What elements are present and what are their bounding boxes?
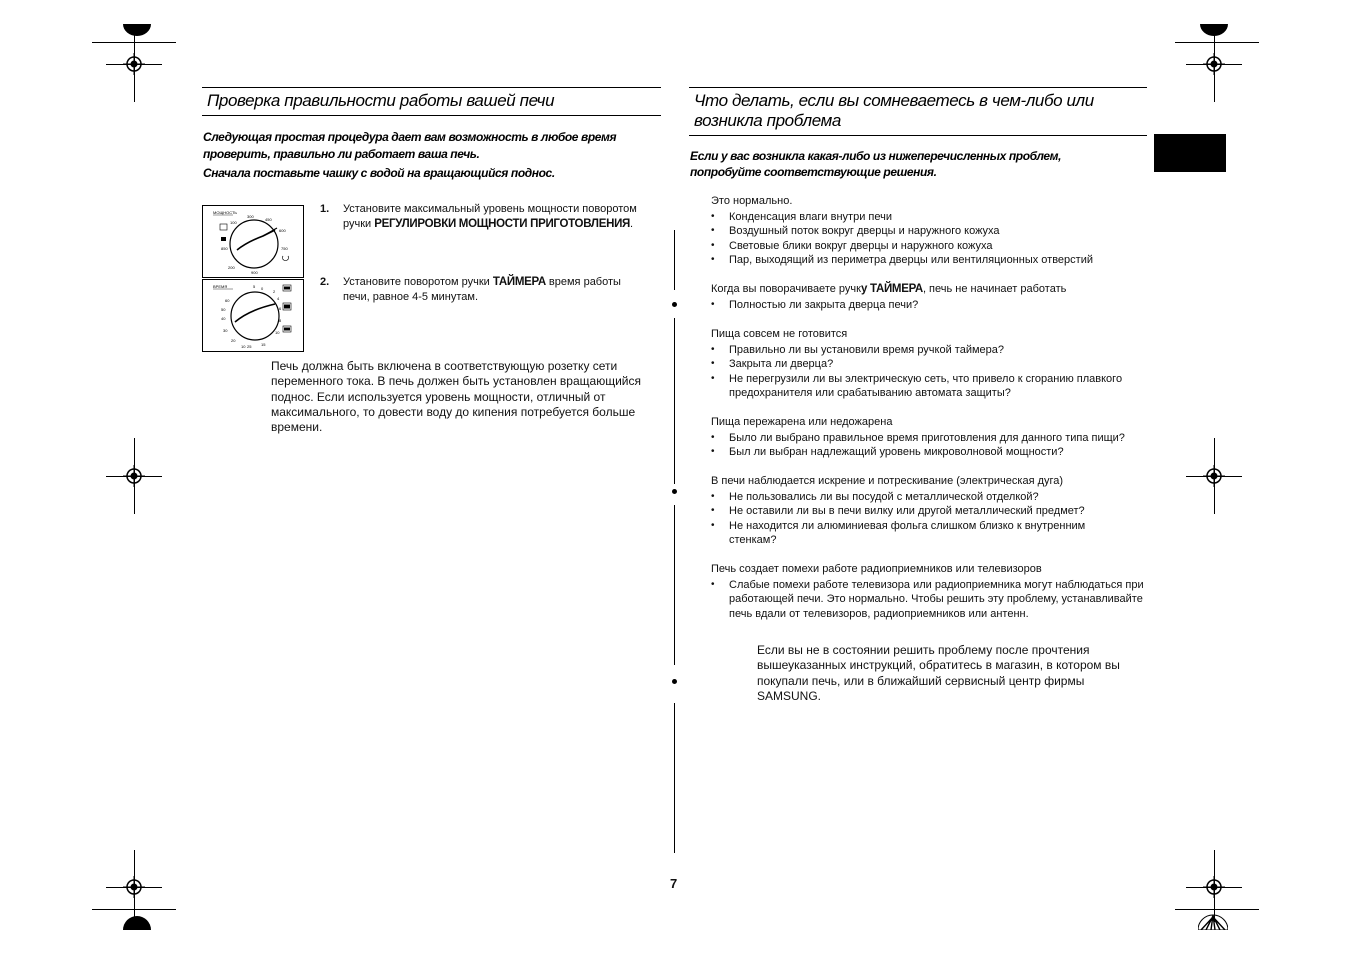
section-title-interference: Печь создает помехи работе радиоприемников или телевизоров xyxy=(711,563,1042,575)
timer-mark: 8 xyxy=(279,318,282,323)
right-heading-rule-top xyxy=(689,87,1147,88)
power-mark: 450 xyxy=(265,217,272,222)
color-fan-icon xyxy=(1198,914,1228,930)
timer-mark: 30 xyxy=(223,328,228,333)
timer-mark: 10 xyxy=(275,330,280,335)
timer-mark: 5 xyxy=(253,284,256,289)
section-title-arcing: В печи наблюдается искрение и потрескивание (электрическая дуга) xyxy=(711,475,1064,487)
registration-mark-icon xyxy=(1203,465,1225,487)
timer-mark: 10 xyxy=(241,344,246,349)
power-mark: 750 xyxy=(281,246,288,251)
list-item: • Воздушный поток вокруг дверцы и наружного кожуха xyxy=(711,224,1151,238)
section-title-timer: Когда вы поворачиваете ручку ТАЙМЕРА, печь не начинает работать xyxy=(711,283,1067,295)
timer-mark: 40 xyxy=(221,316,226,321)
right-page-title-line-2: возникла проблема xyxy=(694,111,841,130)
registration-mark-icon xyxy=(123,465,145,487)
left-intro-line-3: Сначала поставьте чашку с водой на вращающийся поднос. xyxy=(203,166,555,180)
list-item: • Не перегрузили ли вы электрическую сеть, что привело к сгоранию плавкого предохранителя или срабатыванию автомата защиты? xyxy=(711,372,1151,401)
list-item: • Конденсация влаги внутри печи xyxy=(711,210,1151,224)
divider-dot xyxy=(672,302,677,307)
left-page-title: Проверка правильности работы вашей печи xyxy=(207,91,555,110)
timer-mark: 6 xyxy=(279,306,282,311)
list-item: • Закрыта ли дверца? xyxy=(711,357,1151,371)
section-list-arcing xyxy=(711,490,1121,548)
section-list-overcooked xyxy=(711,431,1161,460)
timer-mark: 2 xyxy=(273,289,276,294)
right-final-note: Если вы не в состоянии решить проблему после прочтения вышеуказанных инструкций, обратитесь в магазин, в котором вы покупали печь, или в ближайший сервисный центр фирмы SAMSUNG. xyxy=(757,643,1120,703)
page-number: 7 xyxy=(670,876,678,891)
center-divider xyxy=(674,703,675,853)
timer-mark: 4 xyxy=(277,296,280,301)
left-intro-line-1: Следующая простая процедура дает вам возможность в любое время xyxy=(203,130,617,144)
divider-dot xyxy=(672,489,677,494)
power-mark: 850 xyxy=(221,246,228,251)
chapter-tab xyxy=(1154,134,1226,172)
right-intro-line-1: Если у вас возникла какая-либо из нижеперечисленных проблем, xyxy=(690,149,1062,163)
power-mark: 600 xyxy=(279,228,286,233)
left-note: Печь должна быть включена в соответствующую розетку сети переменного тока. В печь должен быть установлен вращающийся поднос. Если используется уровень мощности, отличный от максимального, то довести воду до кипения потребуется больше времени. xyxy=(271,359,641,435)
section-title-overcooked: Пища пережарена или недожарена xyxy=(711,416,893,428)
center-divider xyxy=(674,318,675,484)
center-divider xyxy=(674,505,675,665)
color-fan-icon xyxy=(1200,24,1228,36)
timer-mark: 0 xyxy=(261,286,264,291)
list-item: • Было ли выбрано правильное время приготовления для данного типа пищи? xyxy=(711,431,1161,445)
color-fan-icon xyxy=(123,916,151,930)
timer-mark: 50 xyxy=(221,307,226,312)
left-heading-rule-top xyxy=(202,87,661,88)
section-list-not-cooking xyxy=(711,343,1151,401)
section-list-normal xyxy=(711,210,1151,268)
section-title-not-cooking: Пища совсем не готовится xyxy=(711,328,848,340)
step-2-number: 2. xyxy=(320,276,330,288)
power-dial-illustration xyxy=(202,205,304,278)
power-dial-label: МОЩНОСТЬ xyxy=(213,210,238,215)
right-intro-line-2: попробуйте соответствующие решения. xyxy=(690,165,937,179)
timer-mark: 60 xyxy=(225,298,230,303)
list-item: • Слабые помехи работе телевизора или радиоприемника могут наблюдаться при работающей печи. Это нормально. Чтобы решить эту проблему, устанавливайте печь вдали от телевизоров, радиоприемников или антенн. xyxy=(711,578,1151,621)
registration-mark-icon xyxy=(123,876,145,898)
timer-mark: 15 xyxy=(261,342,266,347)
list-item: • Правильно ли вы установили время ручкой таймера? xyxy=(711,343,1151,357)
section-list-interference xyxy=(711,578,1151,621)
list-item: • Полностью ли закрыта дверца печи? xyxy=(711,298,1151,312)
right-page-title-line-1: Что делать, если вы сомневаетесь в чем-либо или xyxy=(694,91,1094,110)
section-title-normal: Это нормально. xyxy=(711,195,793,207)
timer-dial-illustration xyxy=(202,279,304,352)
registration-mark-icon xyxy=(1203,876,1225,898)
registration-mark-icon xyxy=(1203,53,1225,75)
timer-dial-label: ВРЕМЯ xyxy=(213,284,228,289)
list-item: • Был ли выбран надлежащий уровень микроволновой мощности? xyxy=(711,445,1161,459)
registration-mark-icon xyxy=(123,53,145,75)
step-1-text: Установите максимальный уровень мощности поворотом ручки РЕГУЛИРОВКИ МОЩНОСТИ ПРИГОТОВЛЕНИЯ. xyxy=(343,203,637,230)
step-2-text: Установите поворотом ручки ТАЙМЕРА время работы печи, равное 4-5 минутам. xyxy=(343,276,621,303)
power-mark: 900 xyxy=(251,270,258,275)
list-item: • Не оставили ли вы в печи вилку или другой металлический предмет? xyxy=(711,504,1121,518)
power-mark: 100 xyxy=(230,220,237,225)
list-item: • Световые блики вокруг дверцы и наружного кожуха xyxy=(711,239,1151,253)
color-fan-icon xyxy=(123,24,151,36)
center-divider xyxy=(674,230,675,290)
power-mark: 300 xyxy=(247,214,254,219)
left-intro-line-2: проверить, правильно ли работает ваша печь. xyxy=(203,147,480,161)
left-heading-rule-bottom xyxy=(202,115,661,116)
list-item: • Не пользовались ли вы посудой с металлической отделкой? xyxy=(711,490,1121,504)
list-item: • Пар, выходящий из периметра дверцы или вентиляционных отверстий xyxy=(711,253,1151,267)
section-list-timer xyxy=(711,298,1151,312)
power-mark: 200 xyxy=(228,265,235,270)
timer-mark: 25 xyxy=(247,344,252,349)
list-item: • Не находится ли алюминиевая фольга слишком близко к внутренним стенкам? xyxy=(711,519,1121,548)
divider-dot xyxy=(672,679,677,684)
timer-mark: 20 xyxy=(231,338,236,343)
step-1-number: 1. xyxy=(320,203,330,215)
right-heading-rule-bottom xyxy=(689,135,1147,136)
